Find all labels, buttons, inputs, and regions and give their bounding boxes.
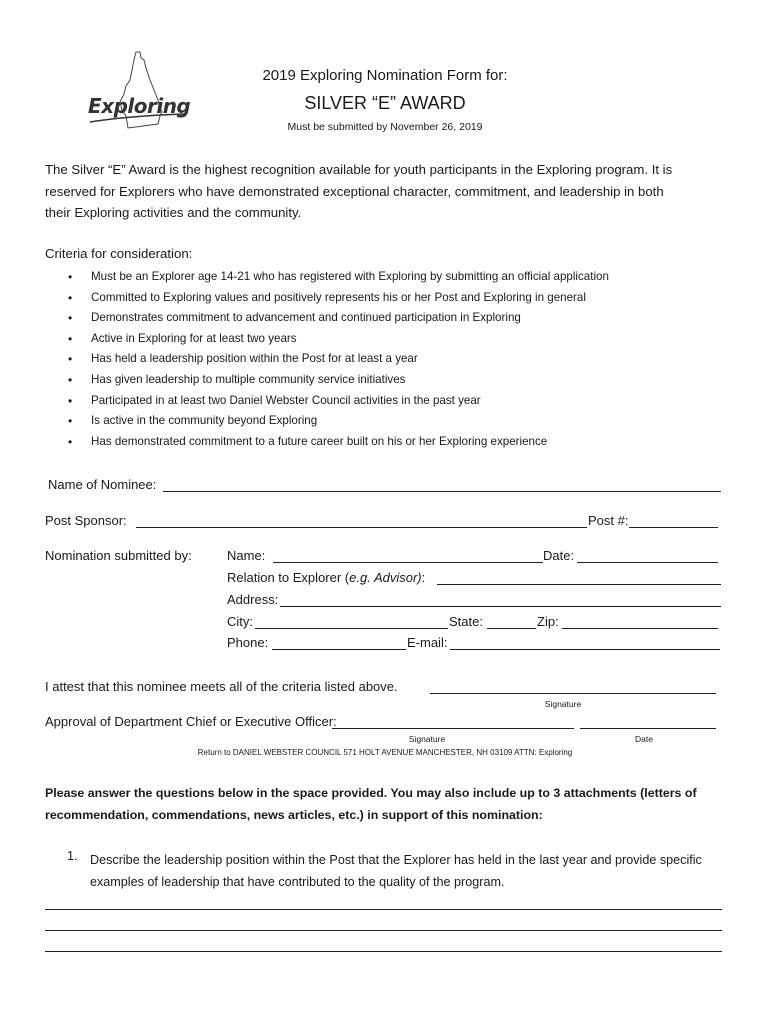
intro-paragraph: [45, 159, 725, 224]
criteria-item: • Has held a leadership position within the Post for at least a year: [68, 349, 609, 370]
relation-label-suffix: :: [421, 570, 426, 585]
new-hampshire-map-icon: [88, 50, 191, 132]
relation-label: [227, 570, 425, 585]
submitter-date-field[interactable]: [577, 562, 718, 563]
address-field[interactable]: [280, 606, 721, 607]
post-number-field[interactable]: [629, 527, 718, 528]
attest-signature-caption: Signature: [544, 699, 582, 709]
state-label: State:: [449, 614, 483, 629]
address-label: Address:: [227, 592, 279, 607]
question-1-number: 1.: [67, 849, 78, 863]
phone-label: Phone:: [227, 635, 269, 650]
intro-line: The Silver “E” Award is the highest recognition available for youth participants in the Exploring program. It is: [45, 162, 673, 177]
post-sponsor-label: Post Sponsor:: [45, 513, 127, 528]
answer-line[interactable]: [45, 951, 722, 952]
relation-label-prefix: Relation to Explorer (: [227, 570, 350, 585]
submitter-name-label: Name:: [227, 548, 266, 563]
attest-signature-field[interactable]: [430, 693, 716, 694]
approval-label: Approval of Department Chief or Executive Officer:: [45, 714, 337, 729]
answer-line[interactable]: [45, 909, 722, 910]
email-field[interactable]: [450, 649, 720, 650]
submission-deadline: Must be submitted by November 26, 2019: [287, 121, 483, 133]
intro-line: their Exploring activities and the community.: [45, 205, 302, 220]
submitted-by-label: Nomination submitted by:: [45, 548, 192, 563]
return-address: Return to DANIEL WEBSTER COUNCIL 571 HOLT AVENUE MANCHESTER, NH 03109 ATTN: Exploring: [197, 748, 573, 757]
exploring-logo: [88, 50, 191, 132]
phone-field[interactable]: [272, 649, 406, 650]
city-field[interactable]: [255, 628, 448, 629]
submitter-name-field[interactable]: [273, 562, 543, 563]
form-title: 2019 Exploring Nomination Form for:: [262, 67, 508, 84]
criteria-list: [68, 267, 609, 452]
criteria-item: • Has given leadership to multiple community service initiatives: [68, 370, 609, 391]
questions-instructions: Please answer the questions below in the space provided. You may also include up to 3 attachments (letters of recommendation, commendations, news articles, etc.) in support of this nomination:: [45, 786, 697, 822]
criteria-item: • Must be an Explorer age 14-21 who has registered with Exploring by submitting an official application: [68, 267, 609, 288]
intro-line: reserved for Explorers who have demonstrated exceptional character, commitment, and leadership in both: [45, 183, 664, 199]
post-number-label: Post #:: [588, 513, 629, 528]
criteria-item: • Demonstrates commitment to advancement and continued participation in Exploring: [68, 308, 609, 329]
zip-field[interactable]: [562, 628, 718, 629]
email-label: E-mail:: [407, 635, 448, 650]
answer-line[interactable]: [45, 930, 722, 931]
approval-date-field[interactable]: [580, 728, 716, 729]
city-label: City:: [227, 614, 253, 629]
zip-label: Zip:: [537, 614, 559, 629]
criteria-item: • Is active in the community beyond Exploring: [68, 411, 609, 432]
question-1-text: Describe the leadership position within the Post that the Explorer has held in the last year and provide specific examples of leadership that have contributed to the quality of the program.: [90, 853, 702, 889]
approval-signature-caption: Signature: [408, 734, 446, 744]
nominee-label: Name of Nominee:: [48, 477, 157, 492]
criteria-item: • Has demonstrated commitment to a future career built on his or her Exploring experience: [68, 432, 609, 453]
submitter-date-label: Date:: [543, 548, 575, 563]
relation-field[interactable]: [437, 584, 721, 585]
criteria-item: • Participated in at least two Daniel Webster Council activities in the past year: [68, 391, 609, 412]
state-field[interactable]: [487, 628, 536, 629]
approval-date-caption: Date: [635, 734, 653, 744]
criteria-item: • Active in Exploring for at least two years: [68, 329, 609, 350]
attest-statement: I attest that this nominee meets all of the criteria listed above.: [45, 679, 398, 694]
logo-wordmark: Exploring: [88, 94, 191, 118]
criteria-heading: Criteria for consideration:: [45, 246, 193, 261]
criteria-item: • Committed to Exploring values and positively represents his or her Post and Exploring in general: [68, 288, 609, 309]
relation-label-example: e.g. Advisor): [349, 570, 422, 585]
approval-signature-field[interactable]: [332, 728, 574, 729]
nominee-field[interactable]: [163, 491, 721, 492]
post-sponsor-field[interactable]: [136, 527, 587, 528]
award-name: SILVER “E” AWARD: [304, 93, 466, 113]
